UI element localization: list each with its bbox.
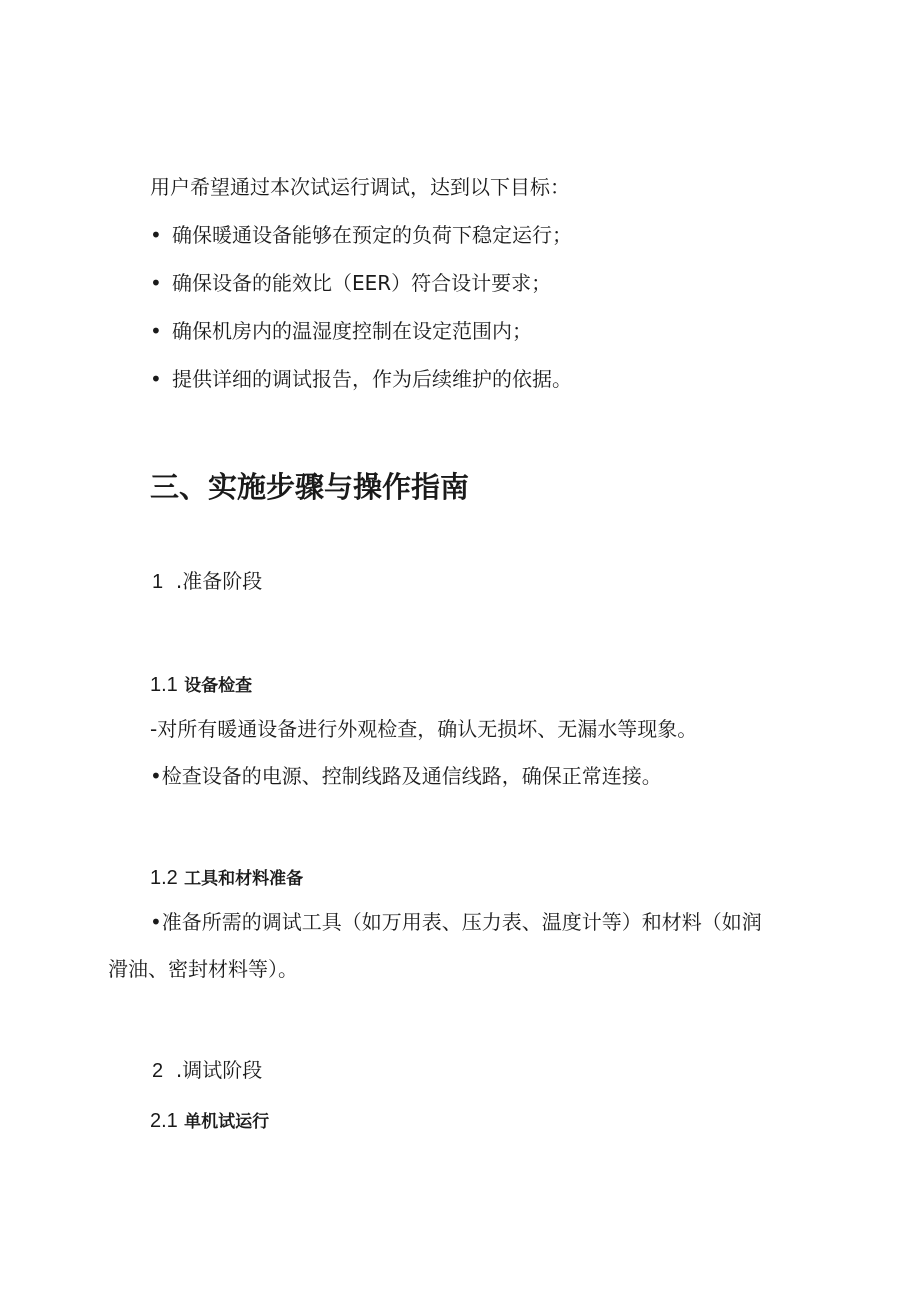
- subsection-number: 2.1: [150, 1110, 178, 1132]
- goal-item: [150, 269, 551, 297]
- subsection-number: 1.2: [150, 867, 178, 889]
- goal-item: [150, 221, 572, 249]
- section-heading: 三、实施步骤与操作指南: [150, 470, 470, 504]
- step-label: .调试阶段: [175, 1058, 263, 1082]
- bullet-icon: •: [150, 271, 162, 295]
- list-item: •检查设备的电源、控制线路及通信线路，确保正常连接。: [150, 764, 662, 788]
- goal-text: 确保暖通设备能够在预定的负荷下稳定运行；: [172, 223, 572, 247]
- goal-text: 提供详细的调试报告，作为后续维护的依据。: [172, 367, 572, 391]
- intro-text: 用户希望通过本次试运行调试，达到以下目标：: [150, 175, 570, 199]
- step-number: 1: [152, 571, 164, 593]
- goal-item: [150, 365, 572, 393]
- subsection-heading: [150, 1106, 269, 1136]
- bullet-icon: •: [150, 367, 162, 391]
- goal-item: [150, 317, 532, 345]
- step-number: 2: [152, 1060, 164, 1082]
- subsection-label: 设备检查: [184, 676, 253, 696]
- subsection-label: 工具和材料准备: [184, 869, 304, 889]
- subsection-label: 单机试运行: [184, 1112, 270, 1132]
- step-heading: [152, 1056, 262, 1085]
- step-heading: [152, 567, 262, 596]
- subsection-heading: [150, 863, 303, 893]
- subsection-heading: [150, 670, 252, 700]
- bullet-icon: •: [150, 223, 162, 247]
- goal-text: 确保机房内的温湿度控制在设定范围内；: [172, 319, 532, 343]
- list-item: -对所有暖通设备进行外观检查，确认无损坏、无漏水等现象。: [150, 717, 698, 741]
- paragraph-line: 滑油、密封材料等）。: [108, 957, 298, 981]
- subsection-number: 1.1: [150, 674, 178, 696]
- step-label: .准备阶段: [175, 569, 263, 593]
- bullet-icon: •: [150, 319, 162, 343]
- paragraph-line: •准备所需的调试工具（如万用表、压力表、温度计等）和材料（如润: [150, 910, 762, 934]
- goal-text: 确保设备的能效比（EER）符合设计要求；: [172, 271, 552, 295]
